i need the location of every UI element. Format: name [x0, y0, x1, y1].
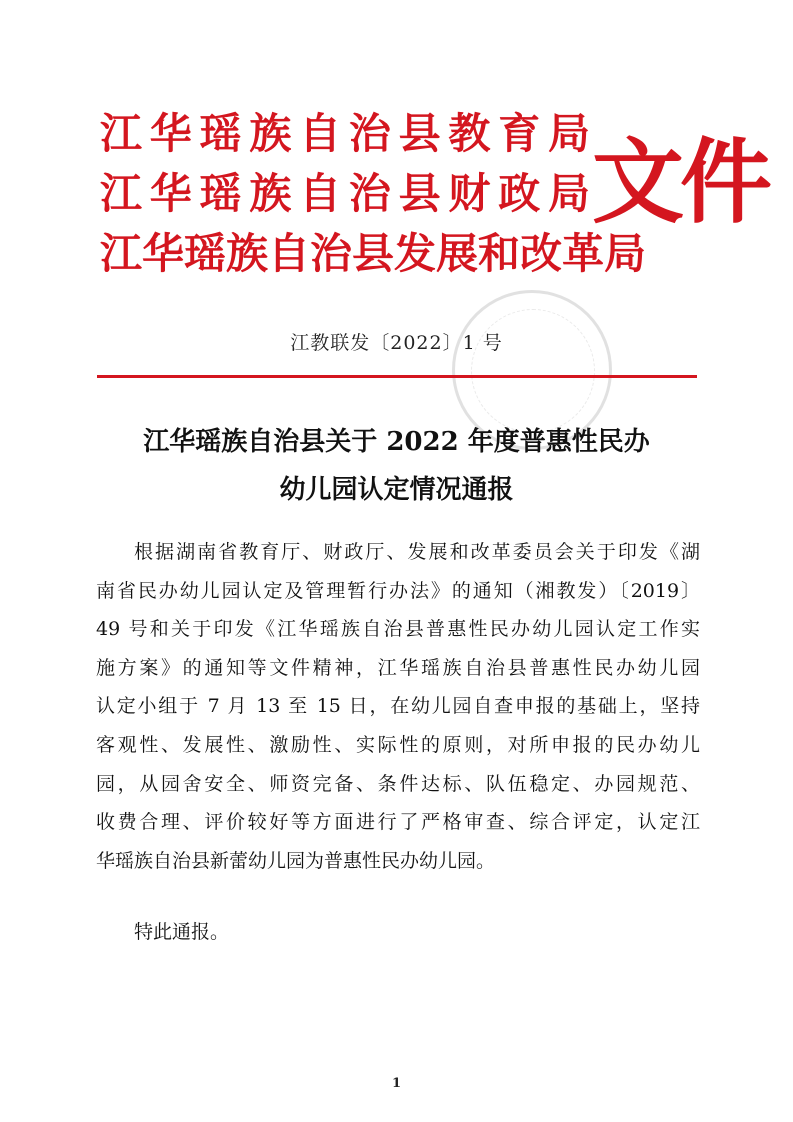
document-body [96, 533, 700, 880]
issuer-education-bureau: 江华瑶族自治县教育局 [100, 109, 590, 158]
body-line: 认定小组于 7 月 13 至 15 日，在幼儿园自查申报的基础上，坚持 [96, 695, 700, 718]
body-line: 49 号和关于印发《江华瑶族自治县普惠性民办幼儿园认定工作实 [96, 618, 700, 641]
red-header-rule [97, 375, 697, 378]
document-title [60, 418, 733, 514]
body-line: 根据湖南省教育厅、财政厅、发展和改革委员会关于印发《湖 [134, 541, 700, 563]
closing-remark: 特此通报。 [134, 921, 230, 943]
document-header-word: 文件 [592, 129, 769, 236]
document-number: 江教联发〔2022〕1 号 [290, 332, 503, 354]
title-line-1: 江华瑶族自治县关于 2022 年度普惠性民办 [143, 427, 650, 457]
title-line-2: 幼儿园认定情况通报 [279, 475, 514, 505]
body-line: 南省民办幼儿园认定及管理暂行办法》的通知（湘教发）〔2019〕 [96, 579, 700, 602]
body-line: 客观性、发展性、激励性、实际性的原则，对所申报的民办幼儿 [96, 733, 700, 756]
seal-inner-ring [471, 309, 595, 433]
body-line: 施方案》的通知等文件精神，江华瑶族自治县普惠性民办幼儿园 [96, 656, 700, 679]
issuer-finance-bureau: 江华瑶族自治县财政局 [100, 169, 590, 218]
page-number: 1 [391, 1076, 402, 1091]
issuer-development-reform-bureau: 江华瑶族自治县发展和改革局 [100, 229, 647, 278]
body-line: 收费合理、评价较好等方面进行了严格审查、综合评定，认定江 [96, 811, 700, 834]
body-line: 园，从园舍安全、师资完备、条件达标、队伍稳定、办园规范、 [96, 772, 700, 795]
issuer-block [100, 104, 647, 284]
body-line: 华瑶族自治县新蕾幼儿园为普惠性民办幼儿园。 [96, 849, 496, 872]
